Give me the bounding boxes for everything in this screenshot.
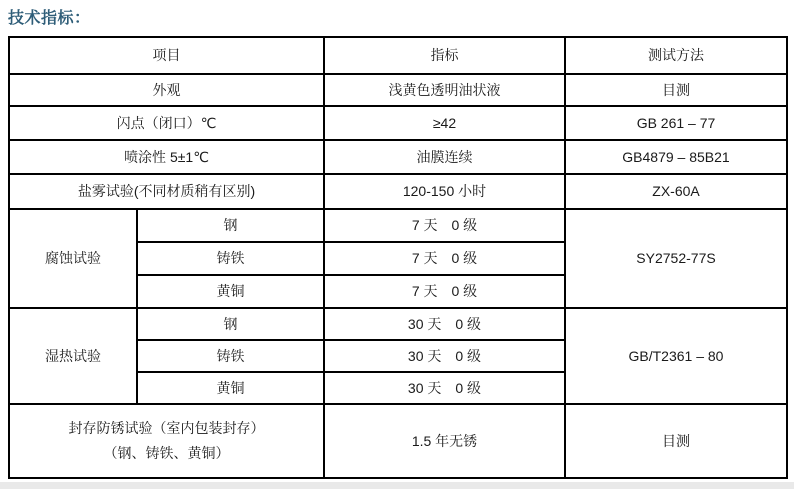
cell-seal-rust-item-line1: 封存防锈试验（室内包装封存） [68,420,265,437]
cell-seal-rust-item [9,404,324,478]
table-row-appearance [9,74,787,106]
cell-corrosion-indicator-steel: 7 天 0 级 [324,209,565,242]
cell-flash-point-method: GB 261 – 77 [565,106,787,140]
cell-damp-heat-indicator-cast-iron: 30 天 0 级 [324,340,565,372]
cell-flash-point-item: 闪点（闭口）℃ [9,106,324,140]
cell-seal-rust-indicator: 1.5 年无锈 [324,404,565,478]
bottom-partial-strip [0,482,794,489]
cell-sprayability-item: 喷涂性 5±1℃ [9,140,324,174]
table-row-salt-spray [9,174,787,209]
cell-damp-heat-indicator-brass: 30 天 0 级 [324,372,565,404]
cell-corrosion-indicator-cast-iron: 7 天 0 级 [324,242,565,275]
page-title: 技术指标： [8,10,91,27]
cell-flash-point-indicator: ≥42 [324,106,565,140]
cell-sprayability-indicator: 油膜连续 [324,140,565,174]
cell-seal-rust-item-line2: （钢、铸铁、黄铜） [103,445,230,461]
cell-corrosion-item: 腐蚀试验 [9,209,137,308]
header-item: 项目 [9,37,324,74]
cell-appearance-item: 外观 [9,74,324,106]
table-row-sprayability [9,140,787,174]
cell-damp-heat-material-steel: 钢 [137,308,324,340]
header-indicator: 指标 [324,37,565,74]
cell-appearance-method: 目测 [565,74,787,106]
cell-seal-rust-method: 目测 [565,404,787,478]
cell-damp-heat-material-cast-iron: 铸铁 [137,340,324,372]
cell-salt-spray-method: ZX-60A [565,174,787,209]
header-method: 测试方法 [565,37,787,74]
cell-salt-spray-item: 盐雾试验(不同材质稍有区别) [9,174,324,209]
table-row-flash-point [9,106,787,140]
table-row-damp-heat-steel [9,308,787,340]
cell-corrosion-material-brass: 黄铜 [137,275,324,308]
cell-sprayability-method: GB4879 – 85B21 [565,140,787,174]
cell-corrosion-material-steel: 钢 [137,209,324,242]
table-row-corrosion-steel [9,209,787,242]
cell-damp-heat-material-brass: 黄铜 [137,372,324,404]
cell-corrosion-method: SY2752-77S [565,209,787,308]
cell-corrosion-material-cast-iron: 铸铁 [137,242,324,275]
cell-appearance-indicator: 浅黄色透明油状液 [324,74,565,106]
cell-salt-spray-indicator: 120-150 小时 [324,174,565,209]
cell-damp-heat-indicator-steel: 30 天 0 级 [324,308,565,340]
cell-corrosion-indicator-brass: 7 天 0 级 [324,275,565,308]
cell-damp-heat-method: GB/T2361 – 80 [565,308,787,404]
spec-table [8,36,788,479]
table-header-row [9,37,787,74]
cell-damp-heat-item: 湿热试验 [9,308,137,404]
table-row-seal-rust [9,404,787,478]
